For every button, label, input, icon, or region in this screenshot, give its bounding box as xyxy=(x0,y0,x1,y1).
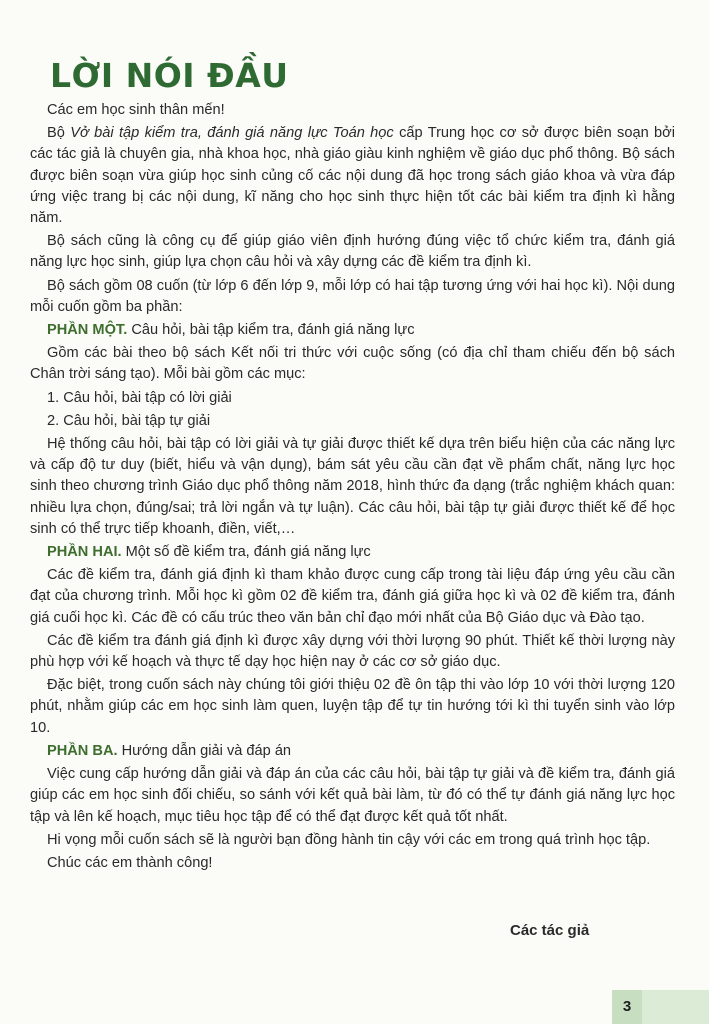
part3-title: Hướng dẫn giải và đáp án xyxy=(117,742,292,759)
part1-item-1: 1. Câu hỏi, bài tập có lời giải xyxy=(47,389,232,406)
part1-intro: Gồm các bài theo bộ sách Kết nối tri thức với cuộc sống (có địa chỉ tham chiếu đến bộ sách Chân trời sáng tạo). Mỗi bài gồm các mục: xyxy=(30,345,675,383)
intro-pre: Bộ xyxy=(47,125,71,142)
paragraph-purpose: Bộ sách cũng là công cụ để giúp giáo viên định hướng đúng việc tổ chức kiểm tra, đánh giá năng lực học sinh, giúp lựa chọn câu hỏi và xây dựng các đề kiểm tra định kì. xyxy=(30,233,675,271)
preface-body xyxy=(30,100,675,876)
closing-wish: Chúc các em thành công! xyxy=(47,854,213,871)
part3-heading xyxy=(30,741,675,762)
part2-label: PHẦN HAI. xyxy=(47,544,122,561)
closing-hope: Hi vọng mỗi cuốn sách sẽ là người bạn đồng hành tin cậy với các em trong quá trình học tập. xyxy=(47,831,651,848)
part2-paragraph-3: Đặc biệt, trong cuốn sách này chúng tôi giới thiệu 02 đề ôn tập thi vào lớp 10 với thời lượng 120 phút, nhằm giúp các em học sinh làm quen, luyện tập để tự tin hướng tới kì thi tuyển sinh vào lớp 10. xyxy=(30,677,675,736)
part1-label: PHẦN MỘT. xyxy=(47,322,128,339)
paragraph-structure: Bộ sách gồm 08 cuốn (từ lớp 6 đến lớp 9, mỗi lớp có hai tập tương ứng với hai học kì). Nội dung mỗi cuốn gồm ba phần: xyxy=(30,277,675,315)
part1-title: Câu hỏi, bài tập kiểm tra, đánh giá năng lực xyxy=(127,322,415,339)
page-number: 3 xyxy=(612,990,642,1024)
paragraph-intro xyxy=(30,123,675,229)
part1-description: Hệ thống câu hỏi, bài tập có lời giải và tự giải được thiết kế dựa trên biểu hiện của các năng lực và cấp độ tư duy (biết, hiểu và vận dụng), bám sát yêu cầu cần đạt về phẩm chất, năng lực học sinh theo chương trình Giáo dục phổ thông năm 2018, hình thức đa dạng (trắc nghiệm khách quan: nhiều lựa chọn, đúng/sai; trả lời ngắn và tự luận). Các câu hỏi, bài tập tự giải được thiết kế để học sinh có thể trực tiếp khoanh, điền, viết,… xyxy=(30,436,675,537)
part3-paragraph-1: Việc cung cấp hướng dẫn giải và đáp án của các câu hỏi, bài tập tự giải và đề kiểm tra, đánh giá giúp các em học sinh đối chiếu, so sánh với kết quả bài làm, từ đó có thể tự đánh giá năng lực học tập và lên kế hoạch, mục tiêu học tập để có thể đạt được kết quả tốt nhất. xyxy=(30,766,675,825)
part1-item-2: 2. Câu hỏi, bài tập tự giải xyxy=(47,412,211,429)
part1-heading xyxy=(30,320,675,341)
greeting: Các em học sinh thân mến! xyxy=(47,102,225,118)
part2-paragraph-1: Các đề kiểm tra, đánh giá định kì tham khảo được cung cấp trong tài liệu đáp ứng yêu cầu cần đạt của chương trình. Mỗi học kì gồm 02 đề kiểm tra, đánh giá giữa học kì và 02 đề kiểm tra, đánh giá cuối học kì. Các đề có cấu trúc theo văn bản chỉ đạo mới nhất của Bộ Giáo dục và Đào tạo. xyxy=(30,567,675,626)
intro-post: cấp Trung học cơ sở được biên soạn bởi các tác giả là chuyên gia, nhà khoa học, nhà giáo giàu kinh nghiệm về giáo dục phổ thông. Bộ sách được biên soạn vừa giúp học sinh củng cố các nội dung đã học trong sách giáo khoa và vừa đáp ứng việc trang bị các nội dung, kĩ năng cho học sinh thực hiện tốt các bài kiểm tra định kì hằng năm. xyxy=(30,125,675,227)
part2-heading xyxy=(30,542,675,563)
signature: Các tác giả xyxy=(510,922,590,939)
part2-title: Một số đề kiểm tra, đánh giá năng lực xyxy=(121,544,371,561)
page-title: LỜI NÓI ĐẦU xyxy=(50,56,289,95)
book-title-italic: Vở bài tập kiểm tra, đánh giá năng lực Toán học xyxy=(70,125,394,142)
part3-label: PHẦN BA. xyxy=(47,742,118,759)
part2-paragraph-2: Các đề kiểm tra đánh giá định kì được xây dựng với thời lượng 90 phút. Thiết kế thời lượng này phù hợp với kế hoạch và thực tế dạy học hiện nay ở các cơ sở giáo dục. xyxy=(30,632,675,671)
